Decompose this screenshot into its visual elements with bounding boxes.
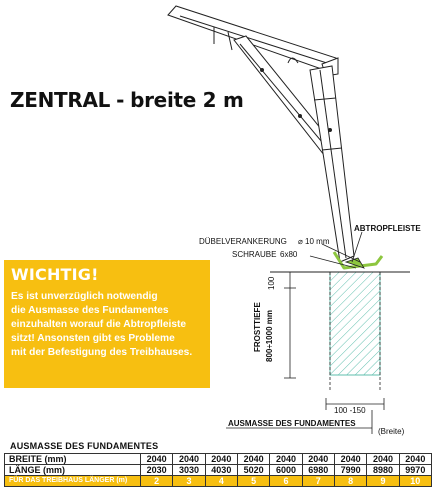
important-notice (4, 260, 210, 388)
vertical-dimensions (284, 272, 296, 378)
foundation-dimensions-table (4, 453, 432, 487)
table-body (5, 454, 432, 487)
table-cell: 2040 (302, 454, 334, 465)
table-row (5, 454, 432, 465)
table-cell: 6980 (302, 465, 334, 476)
notice-body: Es ist unverzüglich notwendig die Ausmasse des Fundamentes einzuhalten worauf die Abtropfleiste sitzt! Ansonsten gibt es Probleme mit der Befestigung des Treibhauses. (11, 291, 193, 358)
frost-depth-value: 800÷1000 mm (265, 310, 274, 362)
table-cell: 2040 (141, 454, 173, 465)
table-cell: 2040 (173, 454, 205, 465)
title-main: ZENTRAL (10, 88, 111, 112)
table-cell: 10 (399, 476, 431, 487)
foundation-dimensions-label: AUSMASSE DES FUNDAMENTES (228, 419, 356, 428)
side-clearance-dimension: 100 -150 (334, 406, 366, 415)
table-cell: 2 (141, 476, 173, 487)
table-cell: 9 (367, 476, 399, 487)
table-cell: 3 (173, 476, 205, 487)
roof-rafter (168, 6, 338, 76)
screw-label: SCHRAUBE (232, 250, 277, 259)
table-cell: 2040 (399, 454, 431, 465)
table-cell: 8980 (367, 465, 399, 476)
table-title: AUSMASSE DES FUNDAMENTES (10, 441, 159, 451)
table-cell: 8 (334, 476, 366, 487)
row-label: LÄNGE (mm) (5, 465, 141, 476)
row-label: FÜR DAS TREIBHAUS LÄNGER (m) (5, 476, 141, 487)
table-cell: 4030 (205, 465, 237, 476)
horizontal-dimensions (226, 398, 384, 434)
table-cell: 6 (270, 476, 302, 487)
table-cell: 2040 (334, 454, 366, 465)
title-sub: breite 2 m (130, 88, 244, 112)
table-cell: 5020 (237, 465, 269, 476)
title-separator: - (116, 88, 125, 112)
dowel-anchoring-label: DÜBELVERANKERUNG (199, 237, 287, 246)
screw-size-label: 6x80 (280, 250, 298, 259)
dowel-size-label: ⌀ 10 mm (298, 237, 330, 246)
table-row (5, 476, 432, 487)
notice-title: WICHTIG! (11, 265, 99, 284)
drip-edge-label: ABTROPFLEISTE (354, 224, 421, 233)
table-cell: 9970 (399, 465, 431, 476)
frost-depth-label: FROSTTIEFE (253, 302, 262, 352)
table-row (5, 465, 432, 476)
top-offset-dimension: 100 (267, 276, 276, 290)
table-cell: 2030 (141, 465, 173, 476)
table-cell: 3030 (173, 465, 205, 476)
table-cell: 5 (237, 476, 269, 487)
side-post (310, 66, 354, 262)
width-note-label: (Breite) (378, 427, 405, 436)
foundation-block (330, 272, 380, 375)
table-cell: 2040 (205, 454, 237, 465)
row-label: BREITE (mm) (5, 454, 141, 465)
table-cell: 6000 (270, 465, 302, 476)
table-cell: 2040 (270, 454, 302, 465)
table-cell: 4 (205, 476, 237, 487)
table-cell: 7 (302, 476, 334, 487)
table-cell: 2040 (237, 454, 269, 465)
table-cell: 2040 (367, 454, 399, 465)
table-cell: 7990 (334, 465, 366, 476)
